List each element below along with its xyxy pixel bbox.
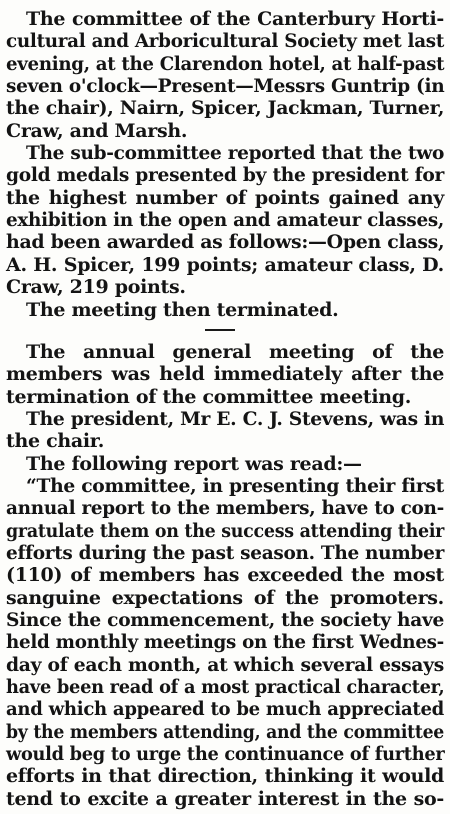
text-line: (110) of members has exceeded the most: [6, 564, 444, 587]
text-line: the chair), Nairn, Spicer, Jackman, Turner,: [6, 97, 445, 120]
text-line: would beg to urge the continuance of further: [6, 743, 445, 765]
text-line: gold medals presented by the president for: [6, 164, 445, 187]
text-line: the highest number of points gained any: [6, 186, 444, 209]
text-line: tend to excite a greater interest in the so-: [6, 787, 444, 810]
text-line: gratulate them on the success attending their: [6, 519, 445, 542]
text-line: The annual general meeting of the: [26, 340, 444, 363]
text-line: seven o'clock—Present—Messrs Guntrip (in: [6, 75, 445, 97]
text-line: had been awarded as follows:—Open class,: [6, 231, 445, 254]
text-line: held monthly meetings on the first Wednes-: [6, 631, 444, 654]
text-line: Craw, 219 points.: [6, 276, 186, 299]
text-line: Craw, and Marsh.: [6, 119, 188, 142]
text-line: efforts during the past season. The number: [6, 541, 445, 564]
text-line: The president, Mr E. C. J. Stevens, was in: [26, 407, 445, 430]
text-line: termination of the committee meeting.: [6, 385, 412, 408]
text-line: annual report to the members, have to con-: [6, 497, 444, 520]
text-line: sanguine expectations of the promoters.: [6, 586, 444, 609]
text-line: A. H. Spicer, 199 points; amateur class, D.: [6, 253, 444, 276]
text-line: day of each month, at which several essays: [6, 653, 445, 676]
text-line: have been read of a most practical character,: [6, 675, 445, 698]
text-line: cultural and Arboricultural Society met last: [6, 30, 445, 53]
text-line: members was held immediately after the: [6, 363, 444, 386]
text-line: by the members attending, and the committee: [6, 720, 444, 743]
text-line: The committee of the Canterbury Horti-: [26, 8, 444, 30]
text-line: “The committee, in presenting their first: [26, 474, 444, 497]
text-line: and which appeared to be much appreciated: [6, 698, 444, 721]
text-line: efforts in that direction, thinking it would: [6, 765, 444, 788]
text-line: The following report was read:—: [26, 452, 362, 475]
text-line: the chair.: [6, 430, 105, 453]
text-line: exhibition in the open and amateur classes,: [6, 209, 445, 232]
text-line: Since the commencement, the society have: [6, 608, 445, 631]
section-divider: [205, 329, 235, 331]
text-line: The meeting then terminated.: [26, 298, 339, 321]
text-line: evening, at the Clarendon hotel, at half-past: [6, 52, 445, 75]
text-line: The sub-committee reported that the two: [26, 142, 445, 165]
